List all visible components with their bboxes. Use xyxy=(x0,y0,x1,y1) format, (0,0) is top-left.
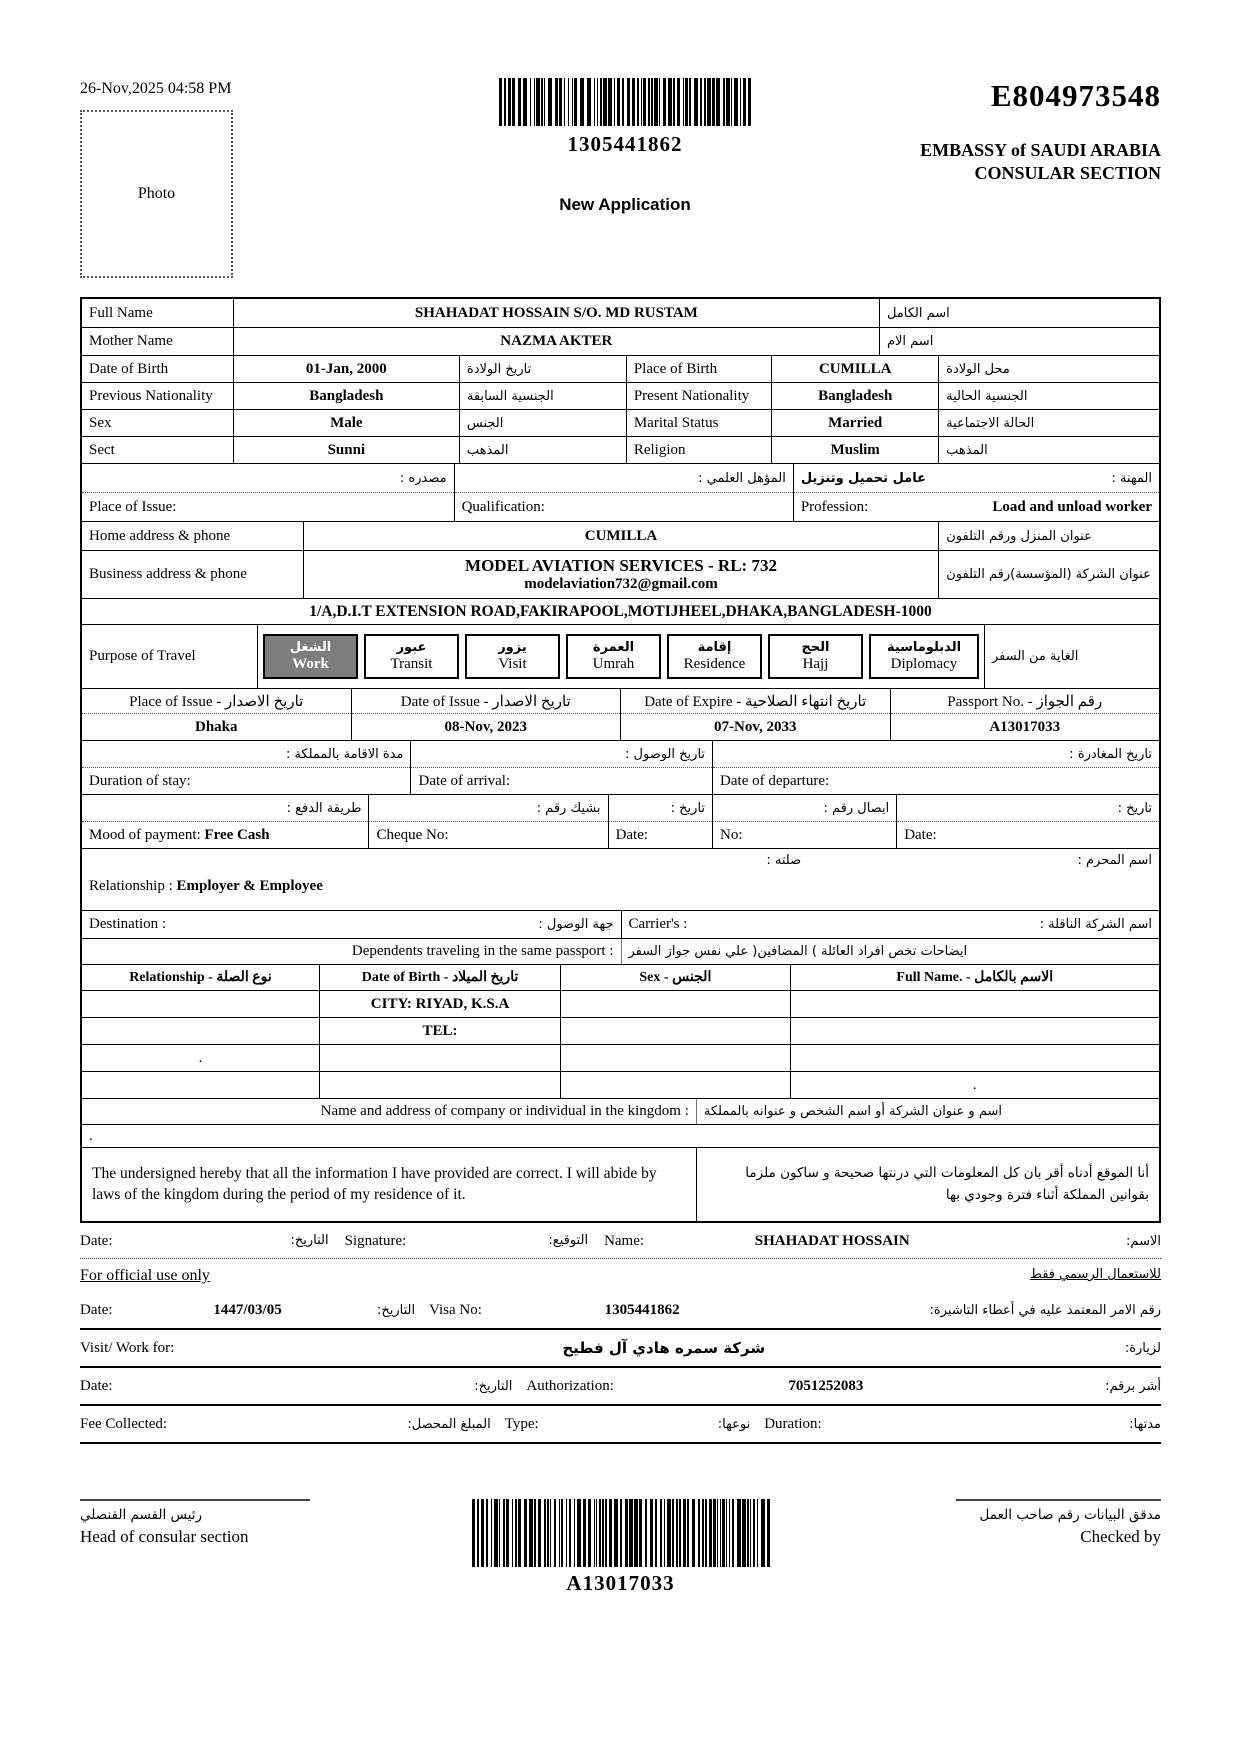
passport-number-value: A13017033 xyxy=(989,718,1061,735)
carrier-label: Carrier's : xyxy=(628,916,688,932)
dependents-row-1 xyxy=(82,990,1159,1017)
application-barcode-number: 1305441862 xyxy=(567,132,683,156)
purpose-visit-ar: يزور xyxy=(498,639,527,655)
religion-label-ar: المذهب xyxy=(938,437,1159,463)
receipt-date-label: Date: xyxy=(904,826,937,843)
header-center xyxy=(415,72,835,215)
profession-label: Profession: xyxy=(800,498,869,515)
signature-row xyxy=(80,1233,1161,1250)
mother-name-value: NAZMA AKTER xyxy=(233,328,879,355)
visa-no-value: 1305441862 xyxy=(604,1301,680,1318)
receipt-no-label: No: xyxy=(720,826,743,843)
sect-label: Sect xyxy=(89,441,115,458)
row-sect-religion xyxy=(82,436,1159,463)
sig-name-label-ar: الاسم: xyxy=(1126,1234,1161,1249)
fee-collected-label: Fee Collected: xyxy=(80,1415,168,1432)
sig-name-label: Name: xyxy=(604,1233,645,1249)
row-street-address xyxy=(82,598,1159,624)
dep-tel-value: TEL: xyxy=(319,1018,560,1044)
passport-number-header: Passport No. - رقم الجواز xyxy=(891,689,1160,714)
purpose-umrah-ar: العمرة xyxy=(592,639,635,655)
visa-no-label-ar: رقم الامر المعتمد عليه في أعطاء التاشيرة: xyxy=(929,1302,1161,1318)
destination-label-ar: جهة الوصول : xyxy=(538,917,614,932)
dob-label: Date of Birth xyxy=(89,360,169,377)
purpose-options xyxy=(257,625,984,688)
print-datetime: 26-Nov,2025 04:58 PM xyxy=(80,80,232,97)
cheque-no-label-ar: بشيك رقم : xyxy=(536,800,601,816)
profession-label-ar: المهنة : xyxy=(1111,470,1152,486)
row-full-name xyxy=(82,299,1159,327)
visit-work-label-ar: لزيارة: xyxy=(1124,1340,1161,1356)
present-nationality-label-ar: الجنسية الحالية xyxy=(938,383,1159,409)
home-address-label-ar: عنوان المنزل ورقم التلفون xyxy=(938,522,1159,550)
sig-signature-label: Signature: xyxy=(344,1233,407,1249)
row-passport xyxy=(82,688,1159,740)
stay-duration-label-ar: مدة الاقامة بالمملكة : xyxy=(285,746,404,762)
dependents-row-4 xyxy=(82,1071,1159,1098)
purpose-option-transit xyxy=(364,634,459,680)
auth-date-label: Date: xyxy=(80,1377,113,1394)
application-barcode xyxy=(499,78,751,126)
sex-value: Male xyxy=(233,410,459,436)
present-nationality-value: Bangladesh xyxy=(771,383,938,409)
business-address-label-ar: عنوان الشركة (المؤسسة)رقم التلفون xyxy=(938,551,1159,598)
fee-collected-label-ar: المبلغ المحصل: xyxy=(407,1416,491,1432)
purpose-residence-en: Residence xyxy=(683,656,746,673)
footer-left xyxy=(80,1499,400,1547)
sect-value: Sunni xyxy=(233,437,459,463)
authorization-label: Authorization: xyxy=(526,1377,614,1394)
mother-name-label: Mother Name xyxy=(89,333,173,349)
qualification-label: Qualification: xyxy=(461,498,545,515)
duration-label-ar: مدتها: xyxy=(1129,1416,1161,1432)
business-address-label: Business address & phone xyxy=(89,566,247,582)
dep-header-dob: Date of Birth - تاريخ الميلاد xyxy=(319,965,560,990)
marital-label-ar: الحالة الاجتماعية xyxy=(938,410,1159,436)
official-fee-row xyxy=(80,1409,1161,1439)
passport-date-of-issue xyxy=(351,689,621,740)
profession-value: Load and unload worker xyxy=(992,498,1152,515)
auth-date-label-ar: التاريخ: xyxy=(474,1378,513,1394)
document-footer xyxy=(80,1499,1161,1596)
business-name-value: MODEL AVIATION SERVICES - RL: 732 xyxy=(465,556,777,575)
purpose-work-en: Work xyxy=(292,656,329,673)
purpose-transit-en: Transit xyxy=(390,656,433,673)
dep-header-fullname: Full Name. - الاسم بالكامل xyxy=(790,965,1159,990)
dob-value: 01-Jan, 2000 xyxy=(233,356,459,382)
row-business-address xyxy=(82,550,1159,598)
payment-method-label: Mood of payment: xyxy=(89,826,201,843)
duration-label: Duration: xyxy=(764,1415,822,1432)
full-name-label-ar: اسم الكامل xyxy=(879,299,1159,327)
official-visit-row xyxy=(80,1333,1161,1363)
official-use-titles xyxy=(80,1267,1161,1285)
row-mother-name xyxy=(82,327,1159,355)
row-payment xyxy=(82,794,1159,848)
payment-method-label-ar: طريقة الدفع : xyxy=(286,800,362,816)
document-header xyxy=(80,72,1161,297)
dotted-separator xyxy=(80,1258,1161,1259)
official-use-title-ar: للاستعمال الرسمي فقط xyxy=(1029,1267,1161,1282)
header-right xyxy=(835,72,1161,184)
departure-label-ar: تاريخ المغادرة : xyxy=(1069,746,1152,762)
divider-line xyxy=(80,1328,1161,1330)
purpose-transit-ar: عبور xyxy=(396,639,427,655)
purpose-option-visit xyxy=(465,634,560,680)
carrier-label-ar: اسم الشركة الناقلة : xyxy=(1039,917,1152,932)
full-name-label: Full Name xyxy=(89,304,153,321)
dep-header-sex: Sex - الجنس xyxy=(560,965,789,990)
type-label-ar: نوعها: xyxy=(717,1416,751,1432)
declaration-ar: أنا الموقع أدناه أقر بان كل المعلومات التي درنتها صحيحة و ساكون ملزما بقوانين المملكة أثناء فترة وجودي بها xyxy=(745,1164,1149,1203)
dob-label-ar: تاريخ الولادة xyxy=(459,356,626,382)
marital-value: Married xyxy=(771,410,938,436)
kingdom-dot: . xyxy=(89,1127,93,1144)
cheque-date-label-ar: تاريخ : xyxy=(670,800,706,816)
purpose-option-diplomacy xyxy=(869,634,979,680)
dep-city-value: CITY: RIYAD, K.S.A xyxy=(319,991,560,1017)
passport-issue-value: 08-Nov, 2023 xyxy=(444,718,527,735)
application-number: E804973548 xyxy=(990,78,1161,113)
authorization-value: 7051252083 xyxy=(788,1377,864,1394)
passport-barcode xyxy=(400,1499,841,1567)
row-purpose-of-travel xyxy=(82,624,1159,688)
passport-number xyxy=(890,689,1160,740)
place-of-issue-label: Place of Issue: xyxy=(89,498,177,515)
passport-issue-header: Date of Issue - تاريخ الاصدار xyxy=(352,689,621,714)
divider-line xyxy=(80,1366,1161,1368)
relationship-value: Employer & Employee xyxy=(176,878,323,894)
purpose-visit-en: Visit xyxy=(498,656,527,673)
official-date-label: Date: xyxy=(80,1301,113,1318)
present-nationality-label: Present Nationality xyxy=(626,383,771,409)
dependents-row-3 xyxy=(82,1044,1159,1071)
sig-date-label: Date: xyxy=(80,1233,113,1249)
purpose-umrah-en: Umrah xyxy=(592,656,635,673)
passport-place-of-issue xyxy=(82,689,351,740)
purpose-work-ar: الشغل xyxy=(289,639,332,655)
arrival-label: Date of arrival: xyxy=(418,772,511,789)
dep-row4-dot: . xyxy=(790,1072,1159,1098)
row-qualification-profession xyxy=(82,463,1159,521)
pob-value: CUMILLA xyxy=(771,356,938,382)
row-destination-carrier xyxy=(82,910,1159,938)
marital-label: Marital Status xyxy=(626,410,771,436)
payment-method-value: Free Cash xyxy=(204,826,270,843)
sig-date-label-ar: التاريخ: xyxy=(290,1233,329,1248)
purpose-option-residence xyxy=(667,634,762,680)
prev-nationality-label-ar: الجنسية السابقة xyxy=(459,383,626,409)
checked-by-en: Checked by xyxy=(1080,1527,1161,1546)
passport-expire-value: 07-Nov, 2033 xyxy=(714,718,797,735)
row-declaration xyxy=(82,1147,1159,1221)
receipt-no-label-ar: ايصال رقم : xyxy=(823,800,890,816)
prev-nationality-value: Bangladesh xyxy=(233,383,459,409)
head-of-consular-en: Head of consular section xyxy=(80,1527,249,1546)
mahram-name-label-ar: اسم المحرم : xyxy=(1077,853,1152,868)
dependents-row-2 xyxy=(82,1017,1159,1044)
purpose-label: Purpose of Travel xyxy=(89,648,196,664)
purpose-diplomacy-en: Diplomacy xyxy=(890,656,958,673)
place-of-issue-label-ar: مصدره : xyxy=(399,470,447,486)
visit-work-value: شركة سمره هادي آل فطيح xyxy=(562,1339,766,1357)
purpose-hajj-en: Hajj xyxy=(802,656,829,673)
official-visa-row xyxy=(80,1295,1161,1325)
destination-label: Destination : xyxy=(89,916,167,932)
main-form-table xyxy=(80,297,1161,1223)
profession-value-ar: عامل تحميل وتنزيل xyxy=(800,470,926,486)
purpose-label-ar: الغاية من السفر xyxy=(984,625,1159,688)
divider-line xyxy=(80,1404,1161,1406)
purpose-residence-ar: إقامة xyxy=(697,639,732,655)
row-nationality xyxy=(82,382,1159,409)
footer-center xyxy=(400,1499,841,1596)
home-address-value: CUMILLA xyxy=(303,522,938,550)
cheque-date-label: Date: xyxy=(615,826,649,843)
official-authorization-row xyxy=(80,1371,1161,1401)
row-sex-marital xyxy=(82,409,1159,436)
row-kingdom-dot xyxy=(82,1124,1159,1147)
relationship-label: Relationship : xyxy=(89,878,173,894)
arrival-label-ar: تاريخ الوصول : xyxy=(625,746,706,762)
row-dependents-header xyxy=(82,964,1159,990)
photo-label: Photo xyxy=(137,185,176,202)
passport-expire-header: Date of Expire - تاريخ انتهاء الصلاحية xyxy=(621,689,890,714)
authorization-label-ar: أشر برقم: xyxy=(1105,1378,1161,1394)
header-left xyxy=(80,72,415,278)
dep-row3-dot: . xyxy=(198,1049,203,1066)
footer-right xyxy=(841,1499,1161,1547)
declaration-en: The undersigned hereby that all the information I have provided are correct. I will abide by laws of the kingdom during the period of my residence of it. xyxy=(92,1164,657,1203)
application-type-label: New Application xyxy=(559,195,691,214)
sex-label-ar: الجنس xyxy=(459,410,626,436)
purpose-option-hajj xyxy=(768,634,863,680)
consular-section-title: CONSULAR SECTION xyxy=(974,163,1161,183)
passport-place-header: Place of Issue - تاريخ الاصدار xyxy=(82,689,351,714)
head-signature-line xyxy=(80,1499,310,1501)
row-stay xyxy=(82,740,1159,794)
row-home-address xyxy=(82,521,1159,550)
stay-duration-label: Duration of stay: xyxy=(89,772,191,789)
sig-name-value: SHAHADAT HOSSAIN xyxy=(754,1233,910,1249)
type-label: Type: xyxy=(504,1415,539,1432)
pob-label: Place of Birth xyxy=(626,356,771,382)
dependents-caption-ar: ايضاحات تخص افراد العائلة ) المضافين( علي نفس جواز السفر xyxy=(628,944,968,959)
religion-label: Religion xyxy=(626,437,771,463)
checked-by-ar: مدقق البيانات رقم صاحب العمل xyxy=(979,1507,1161,1523)
divider-line xyxy=(80,1442,1161,1444)
purpose-hajj-ar: الحج xyxy=(801,639,830,655)
business-email-value: modelaviation732@gmail.com xyxy=(524,576,718,592)
street-address-value: 1/A,D.I.T EXTENSION ROAD,FAKIRAPOOL,MOTIJHEEL,DHAKA,BANGLADESH-1000 xyxy=(309,602,932,620)
religion-value: Muslim xyxy=(771,437,938,463)
passport-barcode-number: A13017033 xyxy=(566,1571,675,1595)
row-mahram xyxy=(82,848,1159,910)
purpose-option-work xyxy=(263,634,358,680)
cheque-no-label: Cheque No: xyxy=(376,826,449,843)
sig-signature-label-ar: التوقيع: xyxy=(548,1233,589,1248)
receipt-date-label-ar: تاريخ : xyxy=(1117,800,1152,816)
home-address-label: Home address & phone xyxy=(89,527,231,544)
qualification-label-ar: المؤهل العلمي : xyxy=(698,470,786,486)
passport-date-of-expire xyxy=(620,689,890,740)
visit-work-label: Visit/ Work for: xyxy=(80,1339,175,1356)
kingdom-caption-ar: اسم و عنوان الشركة أو اسم الشخص و عنوانه بالمملكة xyxy=(703,1104,1002,1119)
checked-by-signature-line xyxy=(956,1499,1161,1501)
purpose-diplomacy-ar: الدبلوماسية xyxy=(886,639,962,655)
passport-place-value: Dhaka xyxy=(194,718,238,735)
purpose-option-umrah xyxy=(566,634,661,680)
official-date-label-ar: التاريخ: xyxy=(376,1302,416,1318)
photo-placeholder xyxy=(80,110,233,278)
sect-label-ar: المذهب xyxy=(459,437,626,463)
row-kingdom-caption xyxy=(82,1098,1159,1124)
visa-no-label: Visa No: xyxy=(429,1301,482,1318)
pob-label-ar: محل الولادة xyxy=(938,356,1159,382)
mahram-relation-label-ar: صلته : xyxy=(766,853,802,868)
dep-header-relationship: Relationship - نوع الصلة xyxy=(129,970,272,985)
departure-label: Date of departure: xyxy=(720,772,830,789)
kingdom-caption-en: Name and address of company or individual in the kingdom : xyxy=(320,1103,689,1119)
prev-nationality-label: Previous Nationality xyxy=(89,387,213,404)
official-use-title-en: For official use only xyxy=(80,1267,210,1284)
row-birth xyxy=(82,355,1159,382)
sex-label: Sex xyxy=(89,414,112,431)
official-date-value: 1447/03/05 xyxy=(213,1301,282,1318)
row-dependents-caption xyxy=(82,938,1159,964)
full-name-value: SHAHADAT HOSSAIN S/O. MD RUSTAM xyxy=(233,299,879,327)
dependents-caption-en: Dependents traveling in the same passport : xyxy=(351,943,614,959)
mother-name-label-ar: اسم الام xyxy=(879,328,1159,355)
embassy-title: EMBASSY of SAUDI ARABIA xyxy=(920,140,1161,160)
head-of-consular-ar: رئيس القسم القنصلي xyxy=(80,1507,203,1523)
